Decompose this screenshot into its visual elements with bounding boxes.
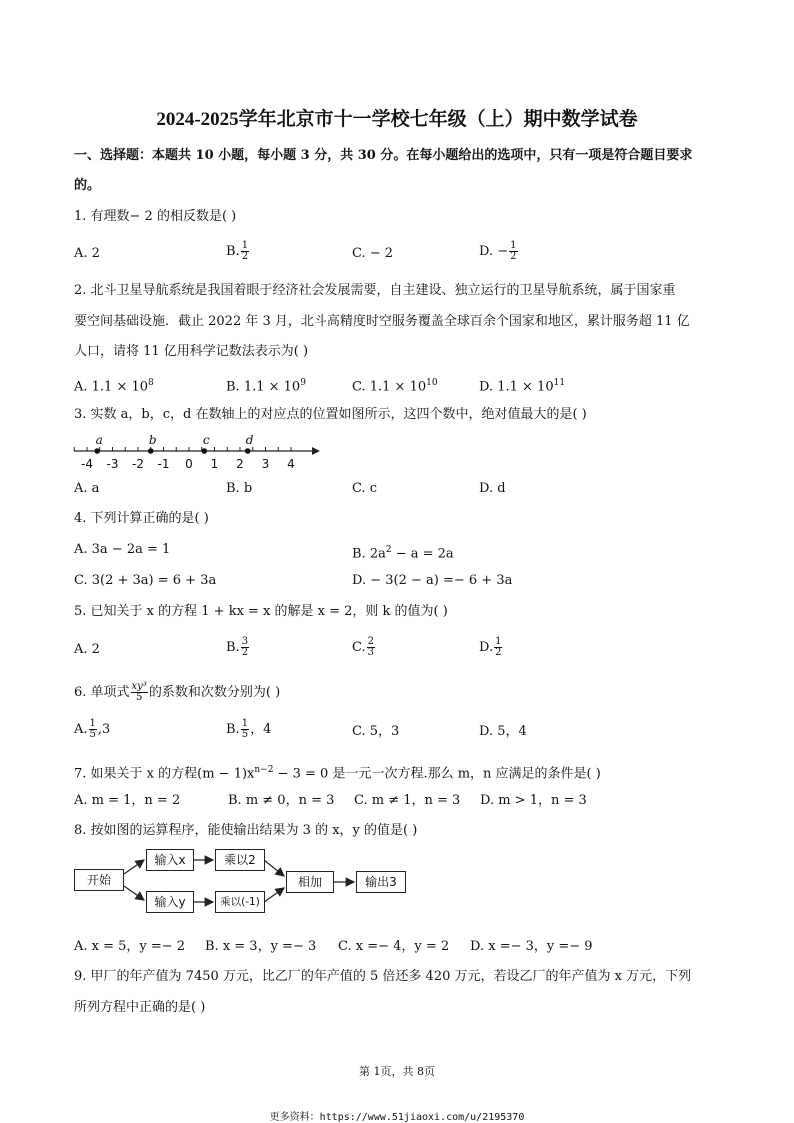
q6-b-prefix: B. [226, 722, 240, 737]
q8-option-c: C. x =− 4，y = 2 [338, 939, 450, 954]
q1-stem: 1. 有理数− 2 的相反数是( ) [74, 209, 237, 224]
q3-option-b: B. b [226, 481, 253, 496]
q6-a-post: ,3 [97, 722, 111, 737]
number-line-point-label: d [245, 433, 254, 447]
q5-c-num: 2 [367, 636, 374, 647]
q9-stem-line1: 9. 甲厂的年产值为 7450 万元，比乙厂的年产值的 5 倍还多 420 万元，若设乙厂的年产值为 x 万元，下列 [74, 969, 692, 984]
q7-option-b: B. m ≠ 0，n = 3 [228, 793, 335, 808]
q8-option-b: B. x = 3，y =− 3 [205, 939, 317, 954]
q7-stem-pre: 7. 如果关于 x 的方程(m − 1)x [74, 766, 255, 782]
q9-stem-line2: 所列方程中正确的是( ) [74, 1000, 206, 1015]
q6-option-d: D. 5，4 [479, 724, 527, 739]
q1-b-num: 1 [241, 240, 249, 251]
page-footer: 第 1页，共 8页 [359, 1065, 435, 1078]
q5-option-a: A. 2 [74, 642, 100, 657]
q3-option-c: C. c [352, 481, 378, 496]
q7-stem-exp: n−2 [254, 765, 274, 775]
q2-c-base: C. 1.1 × 10 [352, 379, 427, 395]
more-resources-link[interactable]: 更多资料：https://www.51jiaoxi.com/u/2195370 [269, 1112, 525, 1123]
section-heading: 一、选择题：本题共 10 小题，每小题 3 分，共 30 分。在每小题给出的选项中，只有一项是符合题目要求 [74, 148, 693, 163]
q4-option-c: C. 3(2 + 3a) = 6 + 3a [74, 573, 217, 588]
q2-d-exp: 11 [553, 378, 566, 388]
q8-option-d: D. x =− 3，y =− 9 [470, 939, 593, 954]
q6-a-den: 5 [89, 729, 96, 740]
q1-option-c: C. − 2 [352, 246, 394, 261]
q5-b-den: 2 [241, 647, 249, 658]
q4-stem: 4. 下列计算正确的是( ) [74, 511, 209, 526]
q1-d-den: 2 [510, 251, 517, 262]
number-line-tick-label: 0 [185, 457, 193, 471]
flow-input-x-box: 输入x [146, 849, 194, 871]
q6-stem-pre: 6. 单项式 [74, 685, 130, 700]
q8-option-a: A. x = 5，y =− 2 [74, 939, 186, 954]
q6-stem-post: 的系数和次数分别为( ) [148, 685, 281, 700]
number-line-tick-label: -4 [81, 457, 93, 471]
q4-option-d: D. − 3(2 − a) =− 6 + 3a [352, 573, 513, 588]
q5-d-den: 2 [495, 647, 502, 658]
q6-option-c: C. 5，3 [352, 724, 400, 739]
q6-b-post: ，4 [250, 722, 272, 737]
number-line-tick-label: -2 [132, 457, 144, 471]
q1-d-prefix: D. − [479, 244, 509, 259]
q3-option-a: A. a [74, 481, 100, 496]
q2-b-exp: 9 [300, 378, 306, 388]
section-heading-cont: 的。 [74, 178, 101, 193]
q5-b-prefix: B. [226, 640, 240, 655]
q2-stem-line3: 人口，请将 11 亿用科学记数法表示为( ) [74, 344, 309, 359]
q5-b-num: 3 [241, 636, 249, 647]
q2-b-base: B. 1.1 × 10 [226, 379, 301, 395]
q3-stem: 3. 实数 a，b，c，d 在数轴上的对应点的位置如图所示，这四个数中，绝对值最大的是( ) [74, 407, 587, 422]
q5-d-num: 1 [495, 636, 502, 647]
page-title: 2024-2025学年北京市十一学校七年级（上）期中数学试卷 [156, 109, 638, 130]
q7-option-a: A. m = 1，n = 2 [74, 793, 181, 808]
q6-monomial-den: 5 [136, 692, 143, 703]
q5-c-den: 3 [367, 647, 374, 658]
number-line-tick-label: -3 [106, 457, 119, 471]
q6-b-num: 1 [241, 718, 249, 729]
q4-b-pre: B. 2a [352, 546, 386, 562]
number-line-tick-label: 4 [287, 457, 295, 471]
number-line-point-label: b [148, 433, 157, 447]
q4-b-post: − a = 2a [391, 546, 454, 562]
q7-option-c: C. m ≠ 1，n = 3 [354, 793, 461, 808]
q6-a-prefix: A. [74, 722, 88, 737]
number-line-tick-label: 3 [261, 457, 270, 471]
q5-c-prefix: C. [352, 640, 366, 655]
q5-stem: 5. 已知关于 x 的方程 1 + kx = x 的解是 x = 2，则 k 的值为( ) [74, 604, 448, 619]
q3-option-d: D. d [479, 481, 506, 496]
q5-d-prefix: D. [479, 640, 494, 655]
q4-b-exp: 2 [385, 545, 392, 555]
number-line-tick-label: 2 [236, 457, 244, 471]
q2-stem-line1: 2. 北斗卫星导航系统是我国着眼于经济社会发展需要，自主建设、独立运行的卫星导航系统，属于国家重 [74, 283, 676, 298]
q1-b-prefix: B. [226, 244, 240, 259]
q6-a-num: 1 [89, 718, 96, 729]
q2-c-exp: 10 [426, 378, 438, 388]
q2-a-base: A. 1.1 × 10 [74, 379, 149, 395]
q2-d-base: D. 1.1 × 10 [479, 379, 554, 395]
flow-multiply-neg1-box: 乘以(-1) [215, 891, 265, 913]
q6-b-den: 5 [241, 729, 249, 740]
flow-input-y-box: 输入y [146, 891, 194, 913]
q7-option-d: D. m > 1，n = 3 [480, 793, 587, 808]
flow-add-box: 相加 [286, 871, 334, 893]
number-line-point-label: c [202, 433, 210, 447]
q8-stem: 8. 按如图的运算程序，能使输出结果为 3 的 x，y 的值是( ) [74, 823, 418, 838]
q1-d-num: 1 [510, 240, 517, 251]
flow-multiply-2-box: 乘以2 [215, 849, 265, 871]
q1-b-den: 2 [241, 251, 249, 262]
q4-option-a: A. 3a − 2a = 1 [74, 542, 171, 557]
number-line-point-label: a [95, 433, 103, 447]
q7-stem-post: − 3 = 0 是一元一次方程.那么 m，n 应满足的条件是( ) [273, 766, 601, 782]
flow-output-box: 输出3 [356, 871, 406, 893]
q1-option-a: A. 2 [74, 246, 100, 261]
q2-stem-line2: 要空间基础设施．截止 2022 年 3 月，北斗高精度时空服务覆盖全球百余个国家和地区，累计服务超 11 亿 [74, 314, 690, 329]
flow-start-box: 开始 [74, 869, 124, 891]
number-line-tick-label: -1 [157, 457, 170, 471]
number-line-tick-label: 1 [210, 457, 219, 471]
q2-a-exp: 8 [148, 378, 154, 388]
q6-monomial-num: xy³ [131, 681, 147, 692]
